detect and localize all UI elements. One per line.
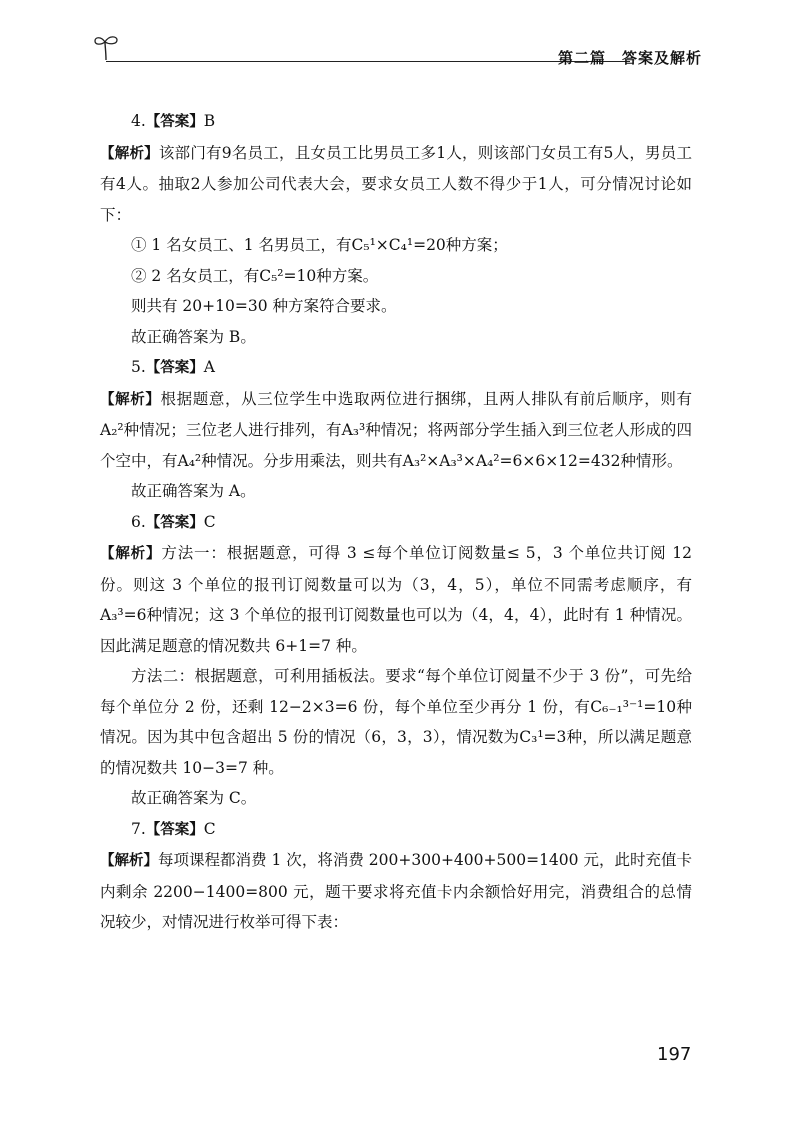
q4-answer-letter: B — [203, 112, 216, 130]
q6-answer — [100, 507, 692, 539]
q6-text-2: 种情况；这 3 个单位的报刊订阅数量也可以为（4，4，4），此时有 1 种情况。因此满足题意的情况数共 6+1=7 种。 — [100, 606, 692, 655]
q7-answer — [100, 814, 692, 846]
explanation-tag: 【解析】 — [100, 391, 161, 408]
explanation-tag: 【解析】 — [100, 853, 159, 869]
q7-explanation-text: 每项课程都消费 1 次，将消费 200+300+400+500=1400 元，此时充值卡内剩余 2200−1400=800 元，题干要求将充值卡内余额恰好用完，消费组合的总情况较少，对情况进行枚举可得下表： — [100, 851, 692, 931]
answer-tag: 【答案】 — [145, 360, 204, 376]
q5-formula-1: A₂² — [100, 421, 124, 439]
q5-formula-2: A₃³ — [341, 421, 366, 439]
q6-formula-1: A₃³=6 — [100, 606, 147, 624]
q4-case-1-text: ① 1 名女员工、1 名男员工，有 — [131, 236, 352, 254]
page-header — [92, 32, 702, 72]
q6-explanation-method-2 — [100, 661, 692, 783]
answer-tag: 【答案】 — [145, 821, 204, 838]
section-title: 第二篇 答案及解析 — [557, 49, 702, 67]
q6-conclusion: 故正确答案为 C。 — [131, 789, 257, 807]
q4-case-2 — [100, 261, 692, 292]
q7-answer-letter: C — [203, 819, 216, 838]
q6-explanation-method-1 — [100, 538, 692, 661]
q5-number: 5. — [131, 358, 146, 376]
q4-explanation — [100, 138, 692, 231]
q6-formula-2: C₆₋₁³⁻¹=10 — [590, 697, 677, 716]
q4-number: 4. — [131, 112, 146, 130]
q5-answer-letter: A — [203, 358, 215, 376]
q5-explanation — [100, 384, 692, 477]
q5-text-2: 种情况；三位老人进行排列，有 — [123, 421, 342, 439]
page-content — [100, 106, 692, 938]
header-rule — [106, 61, 630, 62]
q5-formula-4: A₃²×A₃³×A₄²=6×6×12=432 — [402, 451, 621, 470]
q4-conclusion: 故正确答案为 B。 — [131, 327, 256, 346]
q4-case-1-suffix: 种方案； — [445, 236, 508, 254]
q5-conclusion: 故正确答案为 A。 — [131, 482, 256, 500]
answer-tag: 【答案】 — [145, 514, 204, 531]
q6-formula-3: C₃¹=3 — [519, 728, 567, 746]
q5-text-3: 种情况；将两部分学生插入到三位老人形成的四个空中，有 — [100, 421, 692, 470]
q6-text-1: 方法一：根据题意，可得 3 ≤每个单位订阅数量≤ 5，3 个单位共订阅 12 份。则这 3 个单位的报刊订阅数量可以为（3，4，5），单位不同需考虑顺序，有 — [100, 544, 692, 594]
explanation-tag: 【解析】 — [100, 546, 162, 562]
q6-number: 6. — [131, 512, 146, 531]
explanation-tag: 【解析】 — [100, 145, 159, 162]
q4-case-2-text: ② 2 名女员工，有 — [131, 266, 260, 285]
q6-method-2-text-2: 种情况。因为其中包含超出 5 份的情况（6，3，3），情况数为 — [100, 697, 692, 746]
q7-number: 7. — [131, 819, 146, 838]
q7-explanation — [100, 845, 692, 938]
q6-method-2-text-3: 种，所以满足题意的情况数共 10−3=7 种。 — [100, 728, 692, 777]
q6-answer-letter: C — [203, 512, 216, 531]
q4-total: 则共有 20+10=30 种方案符合要求。 — [131, 297, 397, 315]
q4-answer — [100, 106, 692, 138]
q5-text-1: 根据题意，从三位学生中选取两位进行捆绑，且两人排队有前后顺序，则有 — [160, 389, 692, 408]
q5-formula-3: A₄² — [177, 451, 202, 470]
answer-tag: 【答案】 — [145, 114, 204, 130]
q5-answer — [100, 352, 692, 384]
q5-text-5: 种情形。 — [620, 451, 683, 470]
q5-text-4: 种情况。分步用乘法，则共有 — [201, 451, 403, 470]
q4-case-2-formula: C₅²=10 — [259, 266, 317, 285]
q4-explanation-text: 该部门有9名员工，且女员工比男员工多1人，则该部门女员工有5人，男员工有4人。抽取2人参加公司代表大会，要求女员工人数不得少于1人，可分情况讨论如下： — [100, 143, 692, 224]
sprout-icon — [92, 32, 122, 62]
q6-method-2-text-1: 方法二：根据题意，可利用插板法。要求“每个单位订阅量不少于 3 份”，可先给每个单位分 2 份，还剩 12−2×3=6 份，每个单位至少再分 1 份，有 — [100, 667, 692, 716]
q4-case-1 — [100, 230, 692, 261]
page-number: 197 — [657, 1044, 692, 1065]
q4-case-2-suffix: 种方案。 — [316, 266, 379, 285]
q4-case-1-formula: C₅¹×C₄¹=20 — [351, 236, 446, 254]
